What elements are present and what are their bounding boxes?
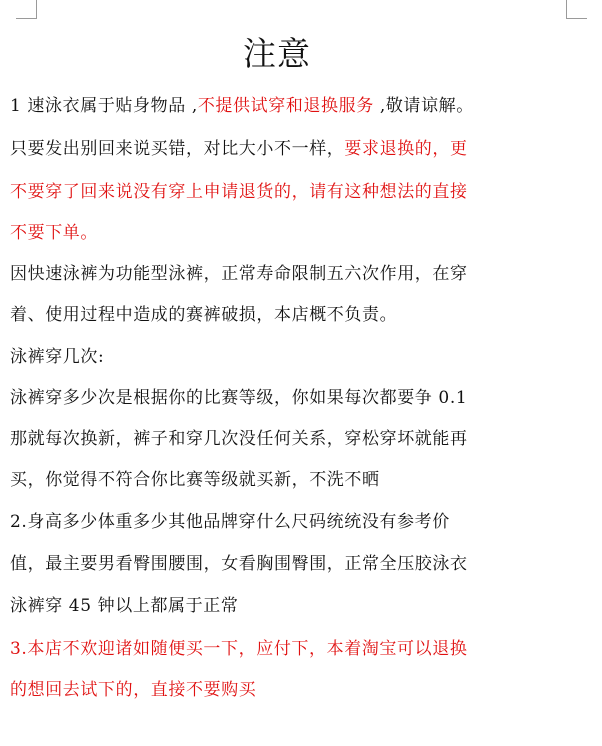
notice-line-13 [10, 593, 590, 619]
crop-mark-right [566, 0, 587, 19]
line-segment: 值，最主要男看臀围腰围，女看胸围臀围，正常全压胶泳衣 [10, 554, 468, 574]
notice-line-6 [10, 302, 590, 328]
line-segment-highlight: 不提供试穿和退换服务 [197, 96, 374, 116]
line-segment: 泳裤穿多少次是根据你的比赛等级，你如果每次都要争 0.1 [10, 388, 468, 408]
line-segment-highlight: 不要下单。 [10, 223, 98, 243]
line-segment: 只要发出别回来说买错，对比大小不一样， [10, 139, 345, 159]
line-segment-highlight: 的想回去试下的，直接不要购买 [10, 680, 257, 700]
notice-line-9 [10, 426, 590, 452]
line-segment: 1 速泳衣属于贴身物品 , [10, 96, 198, 116]
line-segment-highlight: 不要穿了回来说没有穿上申请退货的，请有这种想法的直接 [10, 182, 468, 202]
line-segment: 泳裤穿 45 钟以上都属于正常 [10, 596, 239, 616]
notice-line-4 [10, 220, 590, 246]
line-segment: 那就每次换新，裤子和穿几次没任何关系，穿松穿坏就能再 [10, 429, 468, 449]
notice-line-12 [10, 551, 590, 577]
notice-line-10 [10, 467, 590, 493]
line-segment: 着、使用过程中造成的赛裤破损，本店概不负责。 [10, 305, 398, 325]
line-segment: 买，你觉得不符合你比赛等级就买新，不洗不晒 [10, 470, 380, 490]
line-segment-highlight: 要求退换的，更 [344, 139, 468, 159]
notice-line-5 [10, 261, 590, 287]
notice-line-2 [10, 136, 590, 162]
page-title: 注意 [243, 34, 311, 73]
section-heading-wear-count [10, 344, 590, 370]
notice-line-1 [10, 93, 590, 119]
notice-line-15 [10, 677, 590, 703]
line-segment-highlight: 3.本店不欢迎诸如随便买一下，应付下，本着淘宝可以退换 [10, 639, 468, 659]
line-segment: 泳裤穿几次: [10, 347, 105, 367]
crop-mark-left [16, 0, 37, 19]
notice-line-14 [10, 636, 590, 662]
line-segment: 2.身高多少体重多少其他品牌穿什么尺码统统没有参考价 [10, 512, 450, 532]
notice-line-8 [10, 385, 590, 411]
line-segment: ,敬请谅解。 [373, 96, 474, 116]
notice-line-3 [10, 179, 590, 205]
notice-line-11 [10, 509, 590, 535]
line-segment: 因快速泳裤为功能型泳裤，正常寿命限制五六次作用，在穿 [10, 264, 468, 284]
